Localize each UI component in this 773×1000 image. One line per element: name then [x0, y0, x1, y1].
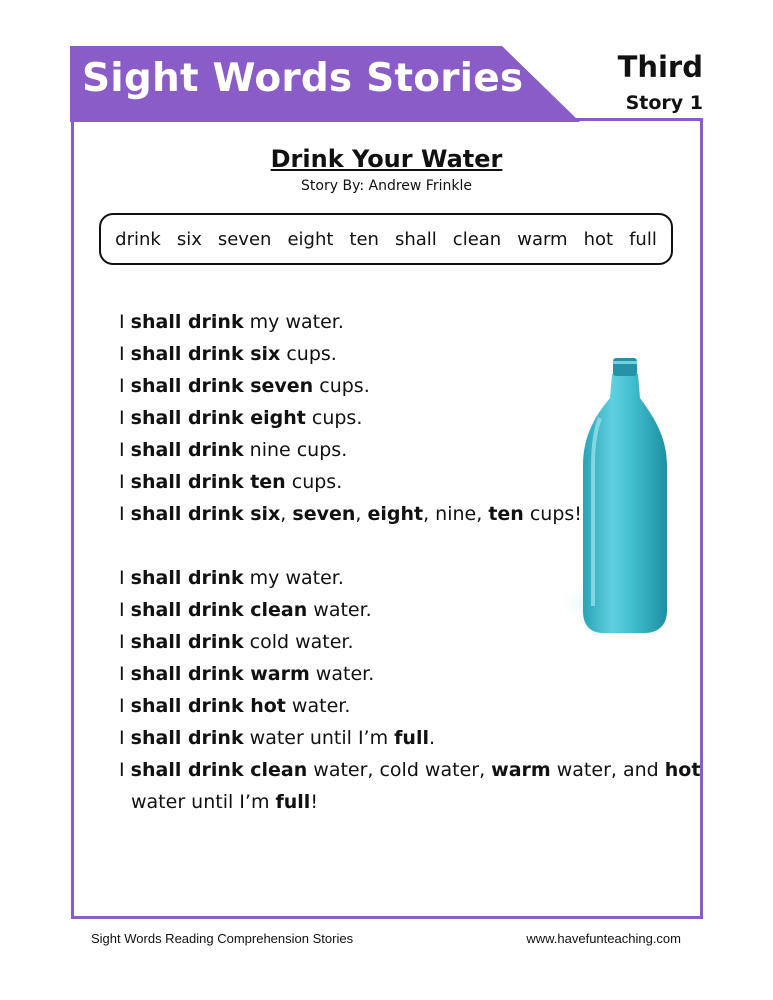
sight-word: hot	[583, 228, 614, 250]
sight-word-text: seven	[292, 503, 356, 525]
story-text-segment: I	[119, 375, 131, 397]
sight-word: eight	[287, 228, 334, 250]
sight-word-text: shall drink	[130, 567, 244, 589]
story-text-segment: water.	[307, 599, 372, 621]
sight-word-text: shall drink	[130, 727, 244, 749]
sight-word-text: full	[394, 727, 429, 749]
story-text-segment: cups.	[280, 343, 337, 365]
sight-word: full	[629, 228, 657, 250]
story-text-segment: cups.	[285, 471, 343, 493]
sight-word-text: shall drink ten	[130, 471, 286, 493]
story-text-segment: water, and	[550, 759, 665, 781]
sight-word-text: shall drink seven	[130, 375, 314, 397]
story-number: Story 1	[625, 92, 703, 114]
sight-word-text: shall drink six	[130, 503, 281, 525]
story-text-segment: I	[119, 727, 131, 749]
story-text-segment: I	[119, 695, 131, 717]
story-text-segment: ,	[280, 503, 293, 525]
story-text-segment: I	[119, 343, 131, 365]
sight-word-text: ten	[488, 503, 524, 525]
story-text-segment: I	[119, 631, 131, 653]
story-line	[119, 690, 679, 722]
footer-left: Sight Words Reading Comprehension Stories	[91, 931, 354, 946]
story-text-segment: I	[119, 599, 131, 621]
story-text-segment: my water.	[243, 311, 344, 333]
water-bottle-icon	[555, 356, 675, 642]
story-text-segment: I	[119, 407, 131, 429]
sight-word-text: shall drink eight	[130, 407, 306, 429]
story-text-segment: nine cups.	[243, 439, 348, 461]
story-text-segment: .	[428, 727, 436, 749]
grade-label: Third	[617, 50, 703, 84]
story-text-segment: , nine,	[423, 503, 489, 525]
sight-word: warm	[517, 228, 568, 250]
story-title: Drink Your Water	[270, 145, 503, 173]
story-text-segment: cups.	[313, 375, 370, 397]
sight-word-text: full	[275, 791, 311, 813]
story-text-segment: I	[119, 663, 131, 685]
sight-word-text: shall drink	[130, 439, 244, 461]
sight-word-text: shall drink warm	[130, 663, 310, 685]
story-line	[119, 786, 679, 818]
story-line	[119, 658, 679, 690]
story-text-segment: water until I’m	[131, 791, 276, 813]
story-text-segment: cups!	[523, 503, 582, 525]
story-text-segment: !	[310, 791, 318, 813]
sight-word-list	[99, 213, 673, 265]
banner-title: Sight Words Stories	[82, 56, 524, 101]
sight-word: shall	[394, 228, 437, 250]
sight-word-text: shall drink	[130, 631, 244, 653]
sight-word: seven	[217, 228, 272, 250]
story-line	[119, 722, 679, 754]
story-author: Story By: Andrew Frinkle	[301, 178, 472, 194]
story-text-segment: water until I’m	[243, 727, 395, 749]
story-text-segment: cups.	[305, 407, 363, 429]
sight-word-text: shall drink clean	[130, 759, 308, 781]
sight-word-text: shall drink clean	[130, 599, 308, 621]
story-text-segment: water.	[309, 663, 375, 685]
sight-word: drink	[115, 228, 161, 250]
sight-word-text: shall drink six	[130, 343, 281, 365]
story-text-segment: I	[119, 439, 131, 461]
story-text-segment: water, cold water,	[307, 759, 492, 781]
story-line	[119, 306, 679, 338]
sight-word-text: hot	[664, 759, 701, 781]
sight-word-text: eight	[367, 503, 424, 525]
story-text-segment: I	[119, 311, 131, 333]
story-line	[119, 754, 701, 786]
story-text-segment: cold water.	[243, 631, 354, 653]
story-text-segment: I	[119, 503, 131, 525]
story-text-segment: my water.	[243, 567, 344, 589]
sight-word: six	[176, 228, 202, 250]
story-text-segment: I	[119, 471, 131, 493]
footer-url[interactable]: www.havefunteaching.com	[526, 931, 681, 946]
sight-word: clean	[452, 228, 502, 250]
story-text-segment: water.	[285, 695, 351, 717]
sight-word: ten	[349, 228, 379, 250]
sight-word-text: shall drink	[130, 311, 244, 333]
story-text-segment: I	[119, 759, 131, 781]
story-text-segment: I	[119, 567, 131, 589]
story-text-segment: ,	[355, 503, 368, 525]
sight-word-text: shall drink hot	[130, 695, 286, 717]
sight-word-text: warm	[491, 759, 551, 781]
